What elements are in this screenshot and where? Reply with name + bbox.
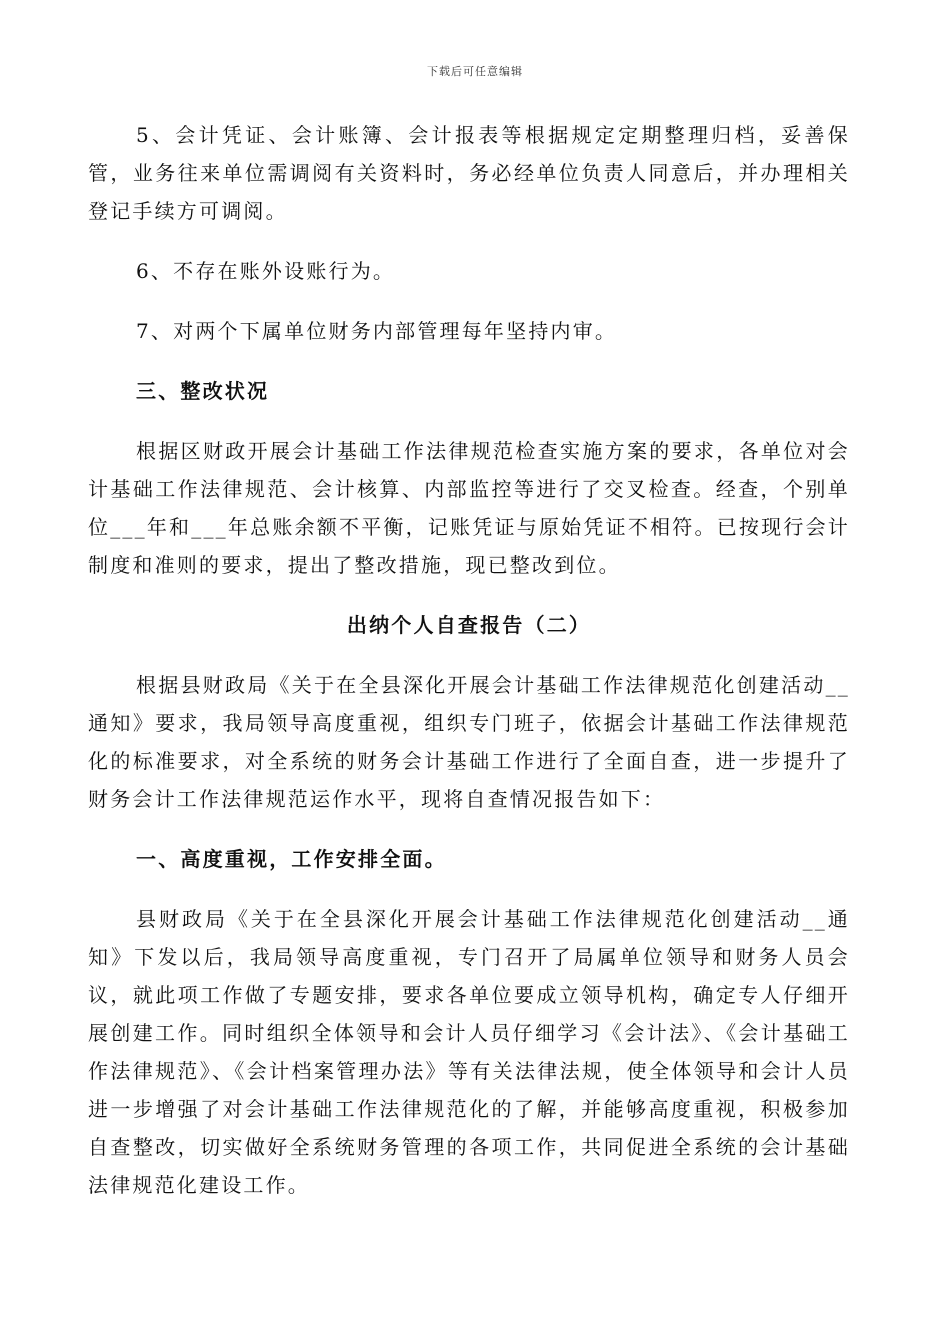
paragraph-item-6: 6、不存在账外设账行为。 [136, 259, 396, 283]
paragraph-rectification: 根据区财政开展会计基础工作法律规范检查实施方案的要求，各单位对会计基础工作法律规范、会计核算、内部监控等进行了交叉检查。经查，个别单位___年和___年总账余额不平衡，记账凭证与原始凭证不相符。已按现行会计制度和准则的要求，提出了整改措施，现已整改到位。 [88, 439, 850, 577]
section-heading-one: 一、高度重视，工作安排全面。 [136, 847, 447, 871]
document-body [88, 116, 850, 1204]
paragraph-section-one: 县财政局《关于在全县深化开展会计基础工作法律规范化创建活动__通知》下发以后，我局领导高度重视，专门召开了局属单位领导和财务人员会议，就此项工作做了专题安排，要求各单位要成立领导机构，确定专人仔细开展创建工作。同时组织全体领导和会计人员仔细学习《会计法》、《会计基础工作法律规范》、《会计档案管理办法》等有关法律法规，使全体领导和会计人员进一步增强了对会计基础工作法律规范化的了解，并能够高度重视，积极参加自查整改，切实做好全系统财务管理的各项工作，共同促进全系统的会计基础法律规范化建设工作。 [88, 907, 850, 1197]
document-title: 出纳个人自查报告（二） [346, 613, 592, 637]
paragraph-item-7: 7、对两个下属单位财务内部管理每年坚持内审。 [136, 319, 618, 343]
paragraph-intro: 根据县财政局《关于在全县深化开展会计基础工作法律规范化创建活动__通知》要求，我局领导高度重视，组织专门班子，依据会计基础工作法律规范化的标准要求，对全系统的财务会计基础工作进行了全面自查，进一步提升了财务会计工作法律规范运作水平，现将自查情况报告如下： [88, 673, 850, 811]
section-heading-rectification: 三、整改状况 [136, 379, 270, 403]
page-header: 下载后可任意编辑 [427, 65, 523, 78]
paragraph-item-5: 5、会计凭证、会计账簿、会计报表等根据规定定期整理归档，妥善保管，业务往来单位需调阅有关资料时，务必经单位负责人同意后，并办理相关登记手续方可调阅。 [88, 123, 850, 223]
